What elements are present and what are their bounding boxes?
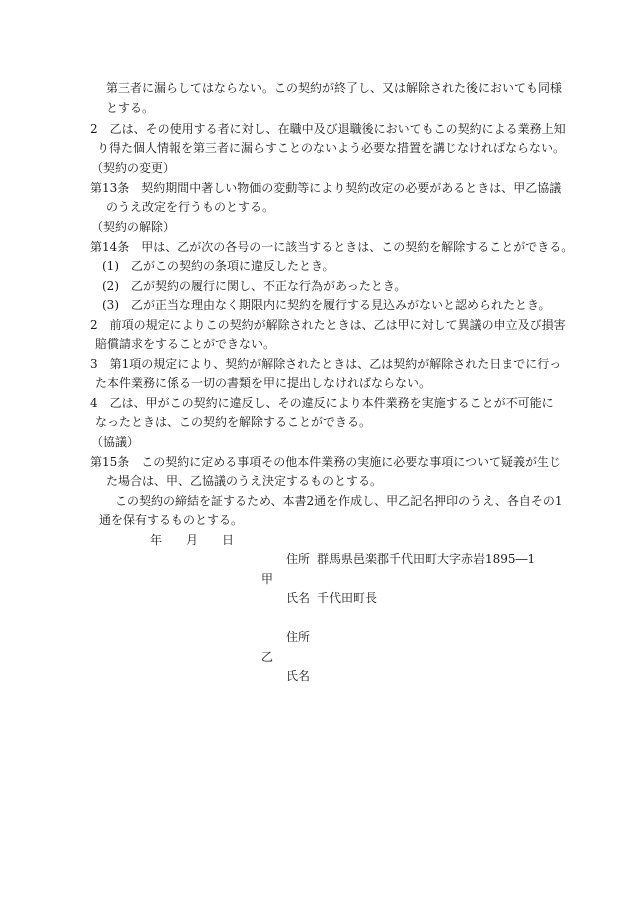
article-13-line-2: のうえ改定を行うものとする。 (106, 200, 275, 214)
date-month-label: 月 (186, 533, 199, 547)
date-year-label: 年 (150, 533, 163, 547)
party-a-name-label: 氏名 (286, 591, 311, 605)
party-b-name-label: 氏名 (286, 669, 311, 683)
paragraph-2-line-1: 2 乙は、その使用する者に対し、在職中及び退職後においてもこの契約による業務上知 (90, 122, 566, 136)
party-a-label: 甲 (261, 572, 274, 586)
party-a-address-label: 住所 (286, 552, 311, 566)
article-15-line-2: た場合は、甲、乙協議のうえ決定するものとする。 (106, 474, 383, 488)
article-14-item-1: (1) 乙がこの契約の条項に違反したとき。 (102, 259, 335, 273)
paragraph-1-line-1: 第三者に漏らしてはならない。この契約が終了し、又は解除された後においても同様 (106, 81, 563, 95)
party-b-address-label: 住所 (286, 630, 311, 644)
closing-line-1: この契約の締結を証するため、本書2通を作成し、甲乙記名押印のうえ、各自その1 (115, 494, 563, 508)
article-14-para-2-line-2: 賠償請求をすることができない。 (95, 337, 276, 351)
article-14-line-1: 第14条 甲は、乙が次の各号の一に該当するときは、この契約を解除することができる。 (90, 240, 574, 254)
heading-consultation: （協議） (91, 435, 140, 449)
date-day-label: 日 (222, 533, 235, 547)
party-a-name-value: 千代田町長 (317, 591, 378, 605)
party-a-address-value: 群馬県邑楽郡千代田町大字赤岩1895―1 (317, 552, 536, 566)
paragraph-2-line-2: り得た個人情報を第三者に漏らすことのないよう必要な措置を講じなければならない。 (97, 141, 566, 155)
article-14-item-2: (2) 乙が契約の履行に関し、不正な行為があったとき。 (102, 279, 407, 293)
heading-contract-cancel: （契約の解除） (91, 220, 176, 234)
article-14-item-3: (3) 乙が正当な理由なく期限内に契約を履行する見込みがないと認められたとき。 (102, 298, 551, 312)
article-14-para-3-line-2: た本件業務に係る一切の書類を甲に提出しなければならない。 (95, 376, 432, 390)
article-14-para-4-line-1: 4 乙は、甲がこの契約に違反し、その違反により本件業務を実施することが不可能に (90, 396, 554, 410)
article-13-line-1: 第13条 契約期間中著しい物価の変動等により契約改定の必要があるときは、甲乙協議 (90, 181, 562, 195)
paragraph-1-line-2: とする。 (106, 101, 155, 115)
heading-contract-change: （契約の変更） (91, 161, 176, 175)
party-b-label: 乙 (261, 650, 274, 664)
article-14-para-3-line-1: 3 第1項の規定により、契約が解除されたときは、乙は契約が解除された日までに行っ (90, 357, 562, 371)
article-14-para-4-line-2: なったときは、この契約を解除することができる。 (95, 415, 372, 429)
article-14-para-2-line-1: 2 前項の規定によりこの契約が解除されたときは、乙は甲に対して異議の申立及び損害 (90, 318, 566, 332)
closing-line-2: 通を保有するものとする。 (99, 513, 244, 527)
article-15-line-1: 第15条 この契約に定める事項その他本件業務の実施に必要な事項について疑義が生じ (90, 455, 562, 469)
